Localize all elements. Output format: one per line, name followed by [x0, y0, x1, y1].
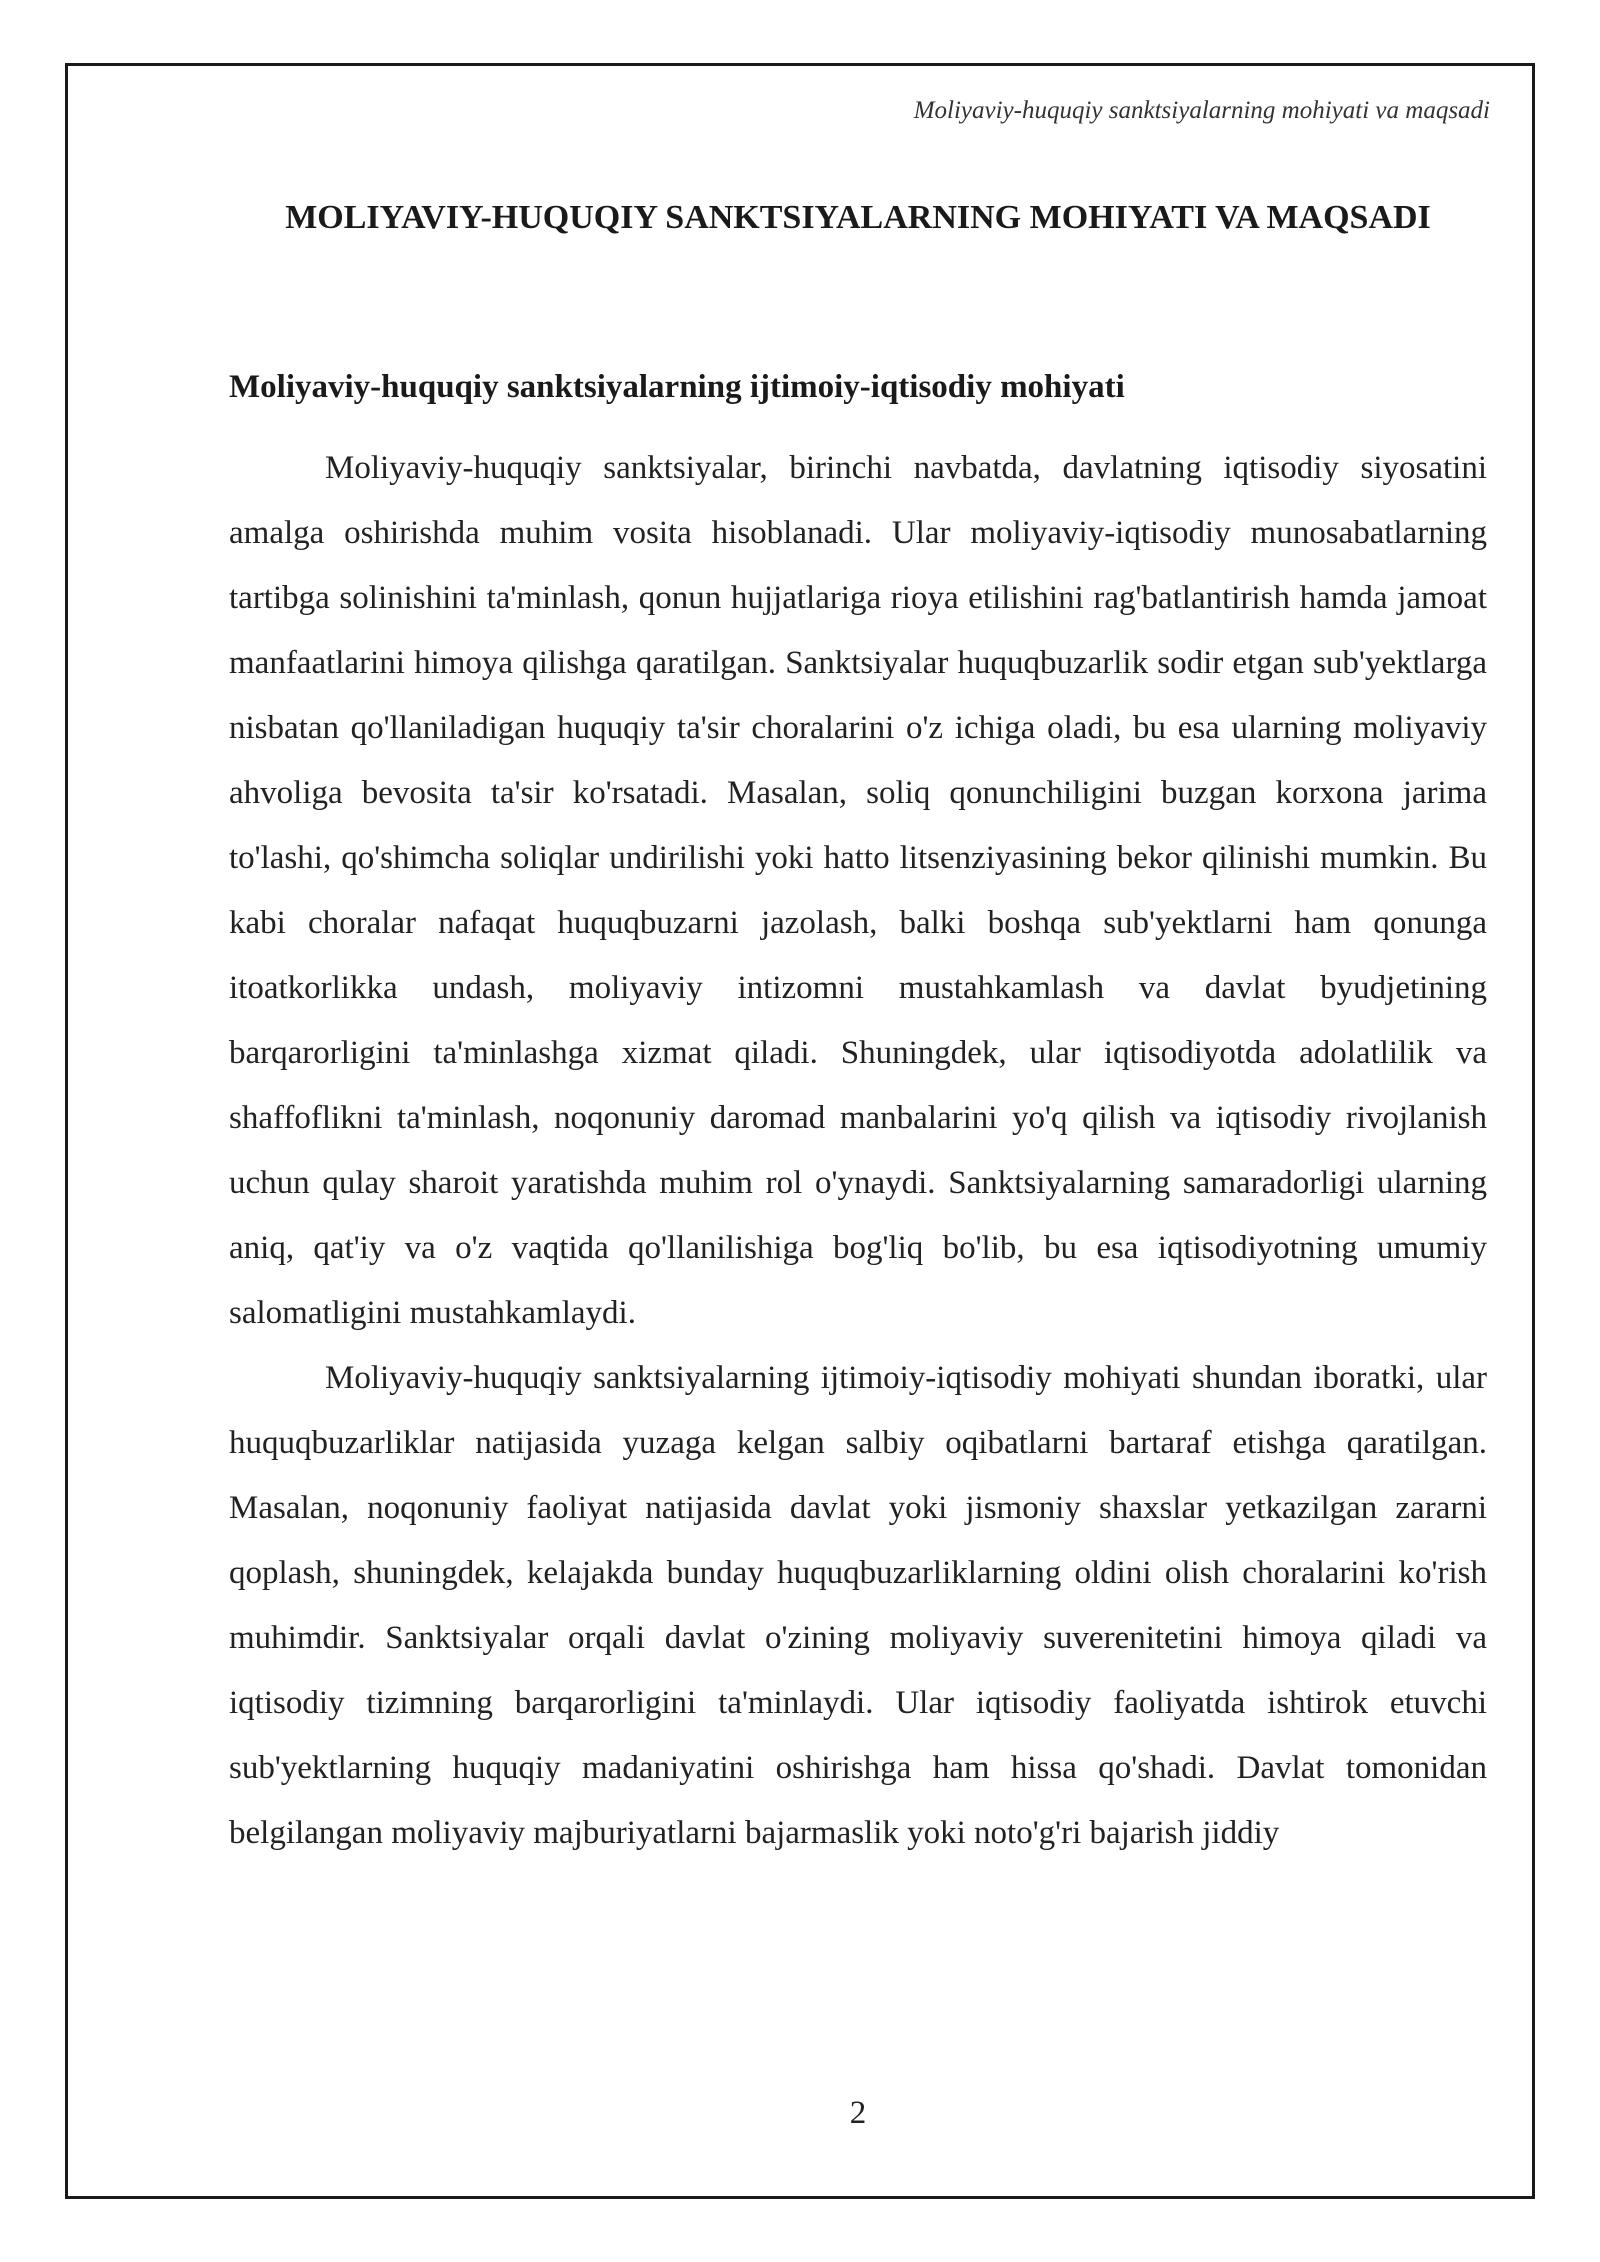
section-heading: Moliyaviy-huquqiy sanktsiyalarning ijtimoiy-iqtisodiy mohiyati [229, 369, 1125, 405]
paragraph: Moliyaviy-huquqiy sanktsiyalar, birinchi navbatda, davlatning iqtisodiy siyosatini amalga oshirishda muhim vosita hisoblanadi. Ular moliyaviy-iqtisodiy munosabatlarning tartibga solinishini ta'minlash, qonun hujjatlariga rioya etilishini rag'batlantirish hamda jamoat manfaatlarini himoya qilishga qaratilgan. Sanktsiyalar huquqbuzarlik sodir etgan sub'yektlarga nisbatan qo'llaniladigan huquqiy ta'sir choralarini o'z ichiga oladi, bu esa ularning moliyaviy ahvoliga bevosita ta'sir ko'rsatadi. Masalan, soliq qonunchiligini buzgan korxona jarima to'lashi, qo'shimcha soliqlar undirilishi yoki hatto litsenziyasining bekor qilinishi mumkin. Bu kabi choralar nafaqat huquqbuzarni jazolash, balki boshqa sub'yektlarni ham qonunga itoatkorlikka undash, moliyaviy intizomni mustahkamlash va davlat byudjetining barqarorligini ta'minlashga xizmat qiladi. Shuningdek, ular iqtisodiyotda adolatlilik va shaffoflikni ta'minlash, noqonuniy daromad manbalarini yo'q qilish va iqtisodiy rivojlanish uchun qulay sharoit yaratishda muhim rol o'ynaydi. Sanktsiyalarning samaradorligi ularning aniq, qat'iy va o'z vaqtida qo'llanilishiga bog'liq bo'lib, bu esa iqtisodiyotning umumiy salomatligini mustahkamlaydi. [229, 450, 1487, 1331]
page-number: 2 [849, 2095, 867, 2131]
document-title: MOLIYAVIY-HUQUQIY SANKTSIYALARNING MOHIYATI VA MAQSADI [285, 199, 1431, 236]
body-text [229, 436, 1487, 1866]
running-header: Moliyaviy-huquqiy sanktsiyalarning mohiyati va maqsadi [913, 97, 1490, 124]
paragraph: Moliyaviy-huquqiy sanktsiyalarning ijtimoiy-iqtisodiy mohiyati shundan iboratki, ular huquqbuzarliklar natijasida yuzaga kelgan salbiy oqibatlarni bartaraf etishga qaratilgan. Masalan, noqonuniy faoliyat natijasida davlat yoki jismoniy shaxslar yetkazilgan zararni qoplash, shuningdek, kelajakda bunday huquqbuzarliklarning oldini olish choralarini ko'rish muhimdir. Sanktsiyalar orqali davlat o'zining moliyaviy suverenitetini himoya qiladi va iqtisodiy tizimning barqarorligini ta'minlaydi. Ular iqtisodiy faoliyatda ishtirok etuvchi sub'yektlarning huquqiy madaniyatini oshirishga ham hissa qo'shadi. Davlat tomonidan belgilangan moliyaviy majburiyatlarni bajarmaslik yoki noto'g'ri bajarish jiddiy [229, 1360, 1487, 1851]
